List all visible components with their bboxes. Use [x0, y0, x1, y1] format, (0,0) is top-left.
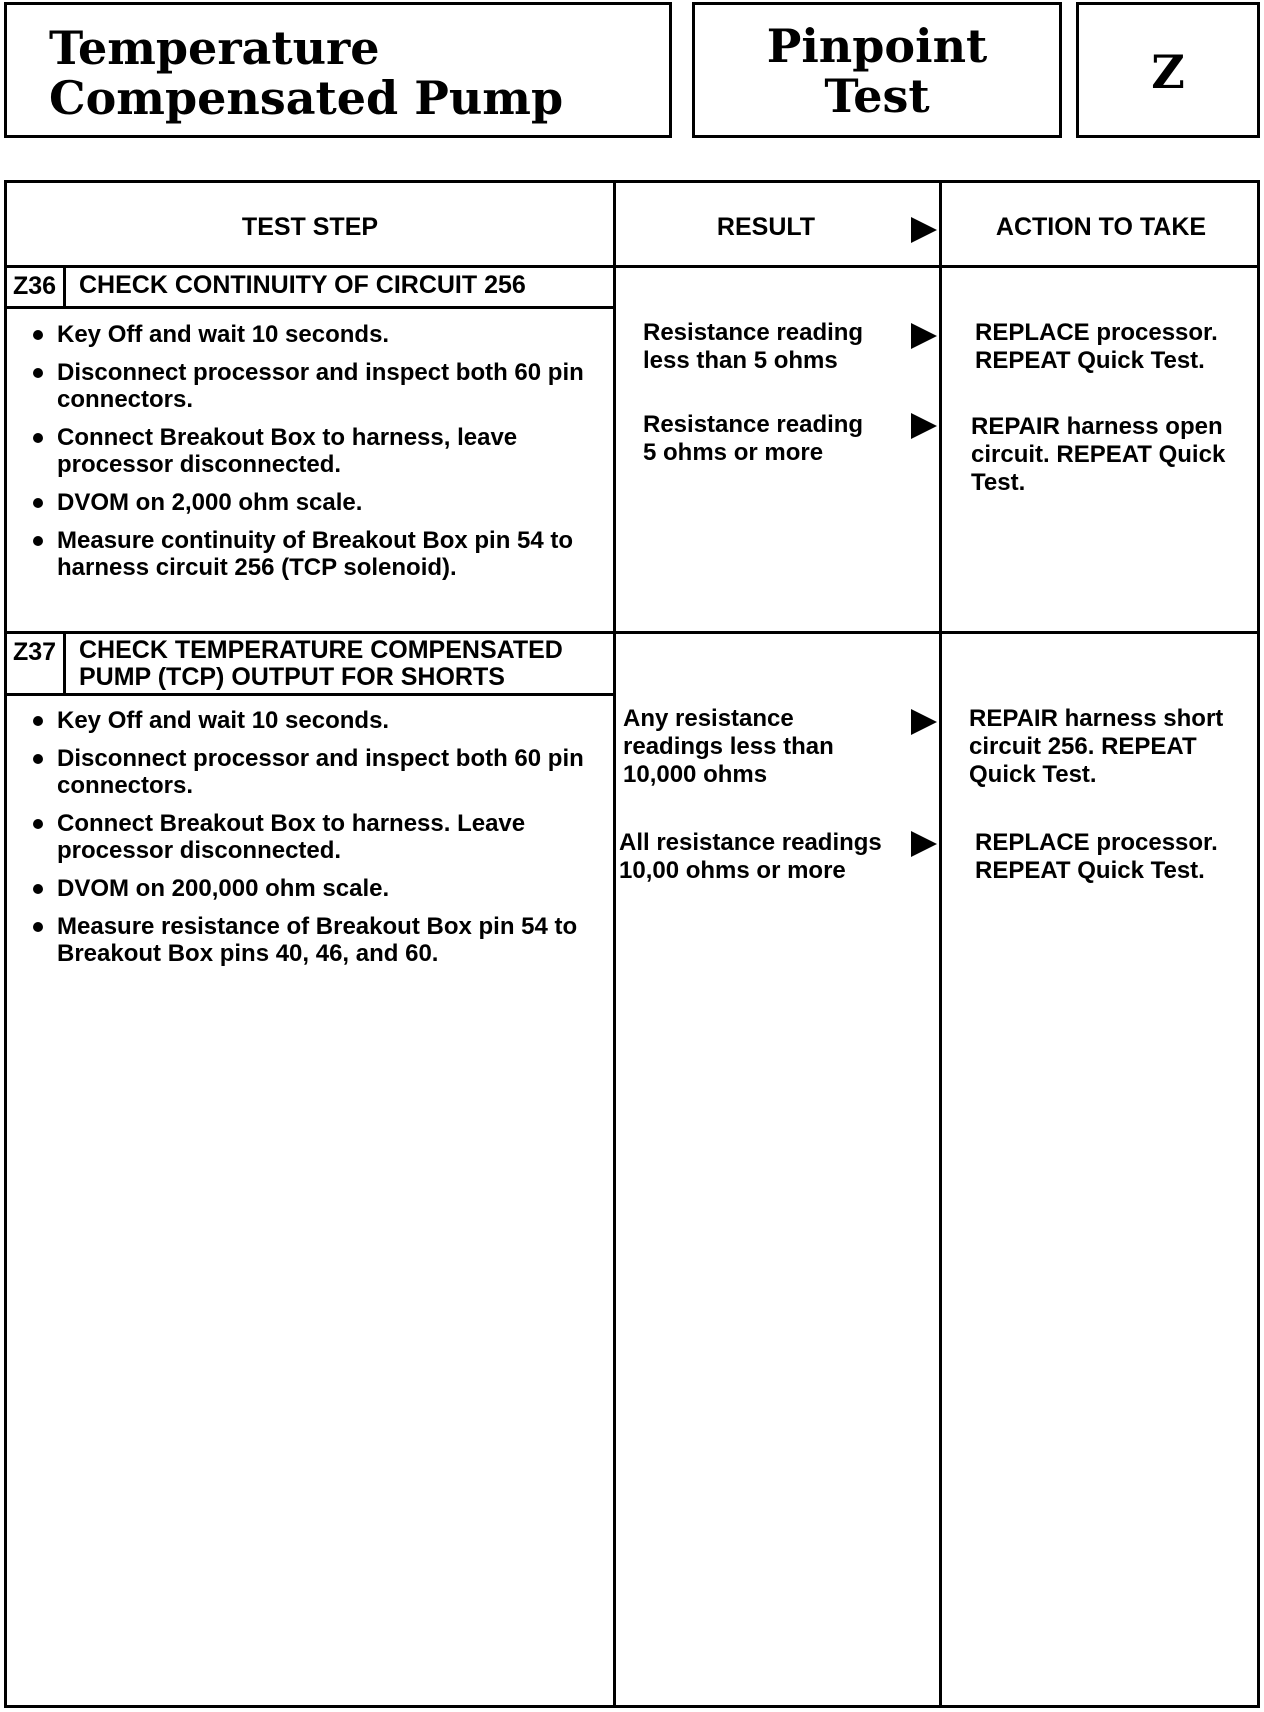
list-item: DVOM on 2,000 ohm scale.: [29, 489, 619, 516]
test-type-line-1: Pinpoint: [766, 19, 988, 73]
column-header-test-step: TEST STEP: [241, 213, 379, 241]
arrow-right-icon: [911, 413, 937, 439]
step-z36-id: Z36: [13, 272, 57, 300]
step-z36-action-2: [971, 413, 1225, 497]
header-divider: [7, 265, 1257, 268]
result-line: 10,000 ohms: [623, 761, 768, 788]
column-header-action: ACTION TO TAKE: [995, 213, 1207, 241]
test-type-box: [692, 2, 1062, 138]
step-z37-id-divider: [63, 631, 66, 695]
step-title-line: PUMP (TCP) OUTPUT FOR SHORTS: [79, 663, 505, 691]
step-z36-action-1: [975, 319, 1218, 375]
step-z36-title-underline: [7, 306, 613, 309]
action-line: Quick Test.: [969, 761, 1097, 788]
test-code: Z: [1151, 45, 1185, 99]
step-z37-result-1: [623, 705, 834, 789]
list-item: Disconnect processor and inspect both 60 pin connectors.: [29, 359, 619, 413]
arrow-right-icon: [911, 831, 937, 857]
step-z36-title: CHECK CONTINUITY OF CIRCUIT 256: [79, 271, 526, 299]
list-item: Key Off and wait 10 seconds.: [29, 707, 619, 734]
list-item: Connect Breakout Box to harness. Leave processor disconnected.: [29, 810, 619, 864]
step-z36-result-1: [643, 319, 863, 375]
test-type-line-2: Test: [824, 69, 930, 123]
list-item: Measure continuity of Breakout Box pin 54 to harness circuit 256 (TCP solenoid).: [29, 527, 619, 581]
result-line: Any resistance: [623, 705, 794, 732]
page-title: [49, 23, 563, 123]
arrow-right-icon: [911, 217, 937, 243]
result-line: Resistance reading: [643, 411, 864, 438]
test-code-box: [1076, 2, 1260, 138]
result-line: All resistance readings: [619, 829, 882, 856]
step-divider: [7, 631, 1257, 634]
column-header-result: RESULT: [716, 213, 816, 241]
step-z37-title-underline: [7, 693, 613, 696]
result-line: 5 ohms or more: [643, 439, 824, 466]
step-z37-action-2: [975, 829, 1218, 885]
title-line-1: Temperature: [49, 21, 380, 75]
step-z37-instructions: [29, 707, 619, 978]
step-z37-id: Z37: [13, 638, 57, 666]
action-line: REPEAT Quick Test.: [975, 857, 1205, 884]
result-line: 10,00 ohms or more: [619, 857, 846, 884]
list-item: Connect Breakout Box to harness, leave processor disconnected.: [29, 424, 619, 478]
column-divider-2: [939, 183, 942, 1705]
action-line: REPLACE processor.: [975, 319, 1218, 346]
list-item: Measure resistance of Breakout Box pin 54 to Breakout Box pins 40, 46, and 60.: [29, 913, 619, 967]
arrow-right-icon: [911, 709, 937, 735]
result-line: readings less than: [623, 733, 834, 760]
step-z36-instructions: [29, 321, 619, 592]
result-line: Resistance reading: [643, 319, 864, 346]
title-box: [4, 2, 672, 138]
step-z36-id-divider: [63, 265, 66, 307]
action-line: circuit 256. REPEAT: [969, 733, 1197, 760]
result-line: less than 5 ohms: [643, 347, 838, 374]
action-line: circuit. REPEAT Quick: [971, 441, 1226, 468]
step-z37-action-1: [969, 705, 1223, 789]
list-item: Key Off and wait 10 seconds.: [29, 321, 619, 348]
action-line: Test.: [971, 469, 1026, 496]
test-table: [4, 180, 1260, 1708]
step-z37-result-2: [619, 829, 882, 885]
action-line: REPAIR harness short: [969, 705, 1224, 732]
step-z37-title: [79, 637, 563, 691]
list-item: DVOM on 200,000 ohm scale.: [29, 875, 619, 902]
action-line: REPAIR harness open: [971, 413, 1223, 440]
arrow-right-icon: [911, 323, 937, 349]
action-line: REPLACE processor.: [975, 829, 1218, 856]
list-item: Disconnect processor and inspect both 60 pin connectors.: [29, 745, 619, 799]
test-type-label: [695, 21, 1059, 121]
step-title-line: CHECK TEMPERATURE COMPENSATED: [79, 636, 563, 664]
step-z36-result-2: [643, 411, 863, 467]
action-line: REPEAT Quick Test.: [975, 347, 1205, 374]
title-line-2: Compensated Pump: [49, 71, 564, 125]
